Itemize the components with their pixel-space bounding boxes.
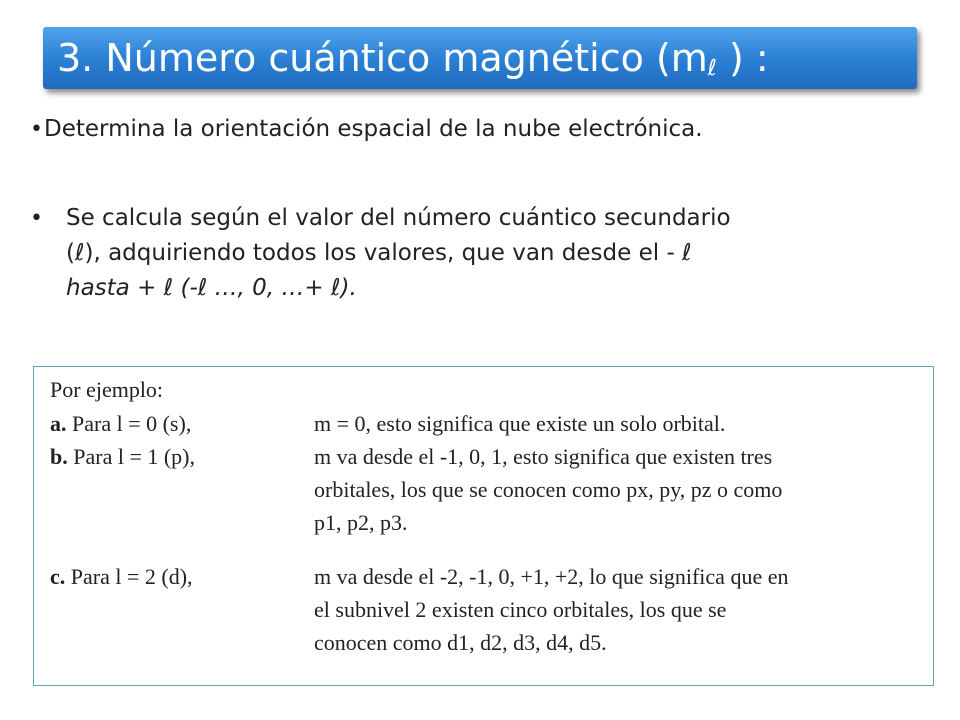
row-condition: Para l = 1 (p), [73, 444, 196, 469]
example-header: Por ejemplo: [50, 377, 164, 402]
title-subscript: ℓ [707, 55, 717, 81]
description-line: conocen como d1, d2, d3, d4, d5. [314, 630, 607, 655]
row-letter: b. [50, 444, 68, 469]
bullet-item-orientation [30, 112, 940, 147]
example-row-description [314, 560, 914, 659]
row-letter: c. [50, 564, 66, 589]
example-row-description [314, 407, 914, 440]
bullet-list [30, 112, 940, 306]
description-line: m va desde el -1, 0, 1, esto significa que existen tres [314, 444, 773, 469]
description-line: m va desde el -2, -1, 0, +1, +2, lo que significa que en [314, 564, 789, 589]
description-line: el subnivel 2 existen cinco orbitales, los que se [314, 597, 727, 622]
row-letter: a. [50, 411, 67, 436]
description-line: m = 0, esto significa que existe un solo orbital. [314, 411, 726, 436]
row-condition: Para l = 2 (d), [70, 564, 193, 589]
description-line: p1, p2, p3. [314, 510, 408, 535]
example-row-label [50, 440, 310, 473]
example-box [33, 366, 934, 686]
bullet-line: (ℓ), adquiriendo todos los valores, que van desde el - ℓ [66, 240, 692, 266]
bullet-line: Se calcula según el valor del número cuántico secundario [66, 205, 731, 231]
example-row-description [314, 440, 914, 539]
title-main: 3. Número cuántico magnético (m [57, 35, 708, 80]
bullet-item-calculation [30, 201, 940, 306]
slide-title [57, 36, 769, 81]
bullet-dot: • [30, 117, 43, 142]
title-end: ) : [716, 35, 769, 80]
bullet-text-block [66, 201, 731, 306]
bullet-dot: • [30, 206, 43, 231]
description-line: orbitales, los que se conocen como px, py, pz o como [314, 477, 783, 502]
bullet-line-italic: hasta + ℓ (-ℓ …, 0, …+ ℓ). [66, 275, 357, 301]
example-row-label [50, 560, 310, 593]
bullet-text: Determina la orientación espacial de la nube electrónica. [44, 116, 703, 142]
example-row-label [50, 407, 310, 440]
title-banner [43, 27, 917, 89]
row-condition: Para l = 0 (s), [72, 411, 192, 436]
